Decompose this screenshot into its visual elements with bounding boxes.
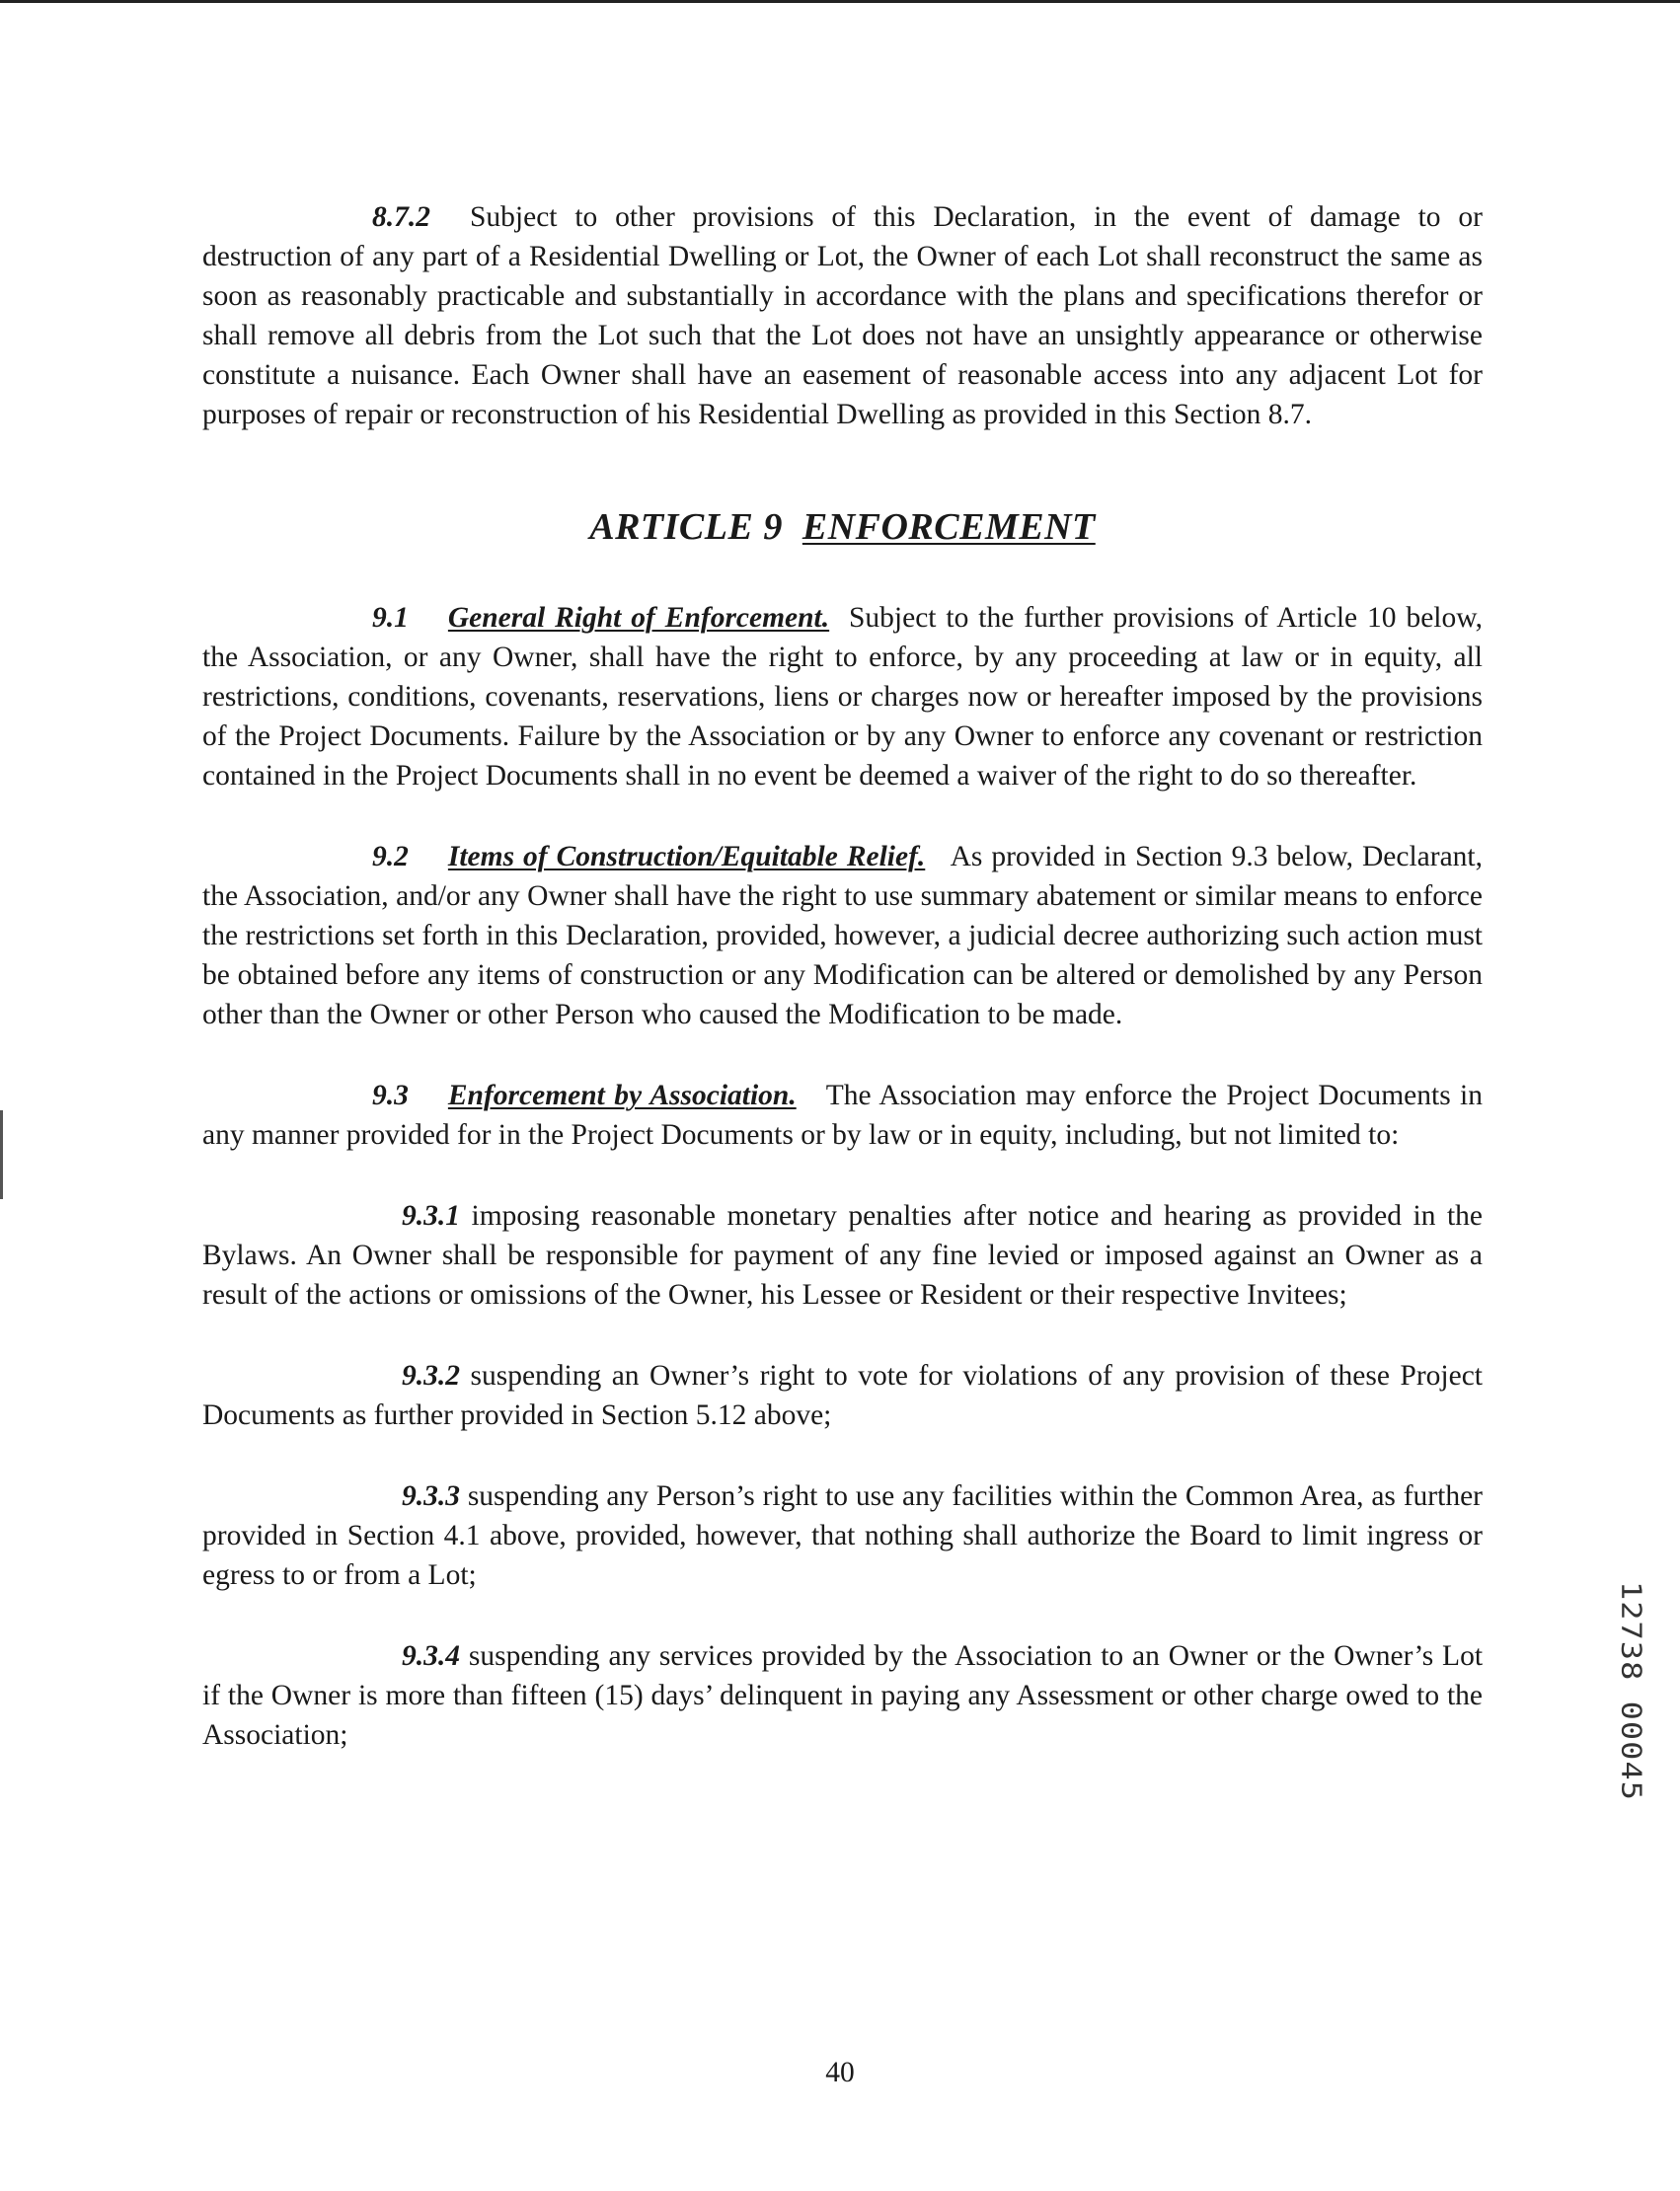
section-number: 9.2 (372, 841, 409, 872)
section-number: 9.3.4 (402, 1640, 460, 1672)
section-text: Subject to other provisions of this Declaration, in the event of damage to or destruction of any part of a Residential Dwelling or Lot, the Owner of each Lot shall reconstruct the same as soon as reasonably practicable and substantially in accordance with the plans and specifications therefor or shall remove all debris from the Lot such that the Lot does not have an unsightly appearance or otherwise constitute a nuisance. Each Owner shall have an easement of reasonable access into any adjacent Lot for purposes of repair or reconstruction of his Residential Dwelling as provided in this Section 8.7. (202, 201, 1483, 430)
section-9-1 (202, 598, 1483, 795)
section-9-3-4 (202, 1636, 1483, 1755)
section-text: suspending any Person’s right to use any facilities within the Common Area, as further provided in Section 4.1 above, provided, however, that nothing shall authorize the Board to limit ingress or egress to or from a Lot; (202, 1480, 1483, 1591)
section-9-3-1 (202, 1196, 1483, 1315)
section-text: Subject to the further provisions of Article 10 below, the Association, or any Owner, shall have the right to enforce, by any proceeding at law or in equity, all restrictions, conditions, covenants, reservations, liens or charges now or hereafter imposed by the provisions of the Project Documents. Failure by the Association or by any Owner to enforce any covenant or restriction contained in the Project Documents shall in no event be deemed a waiver of the right to do so thereafter. (202, 602, 1484, 792)
section-number: 9.3.1 (402, 1200, 460, 1232)
section-9-3-3 (202, 1476, 1483, 1595)
section-9-3 (202, 1076, 1483, 1155)
section-number: 9.3.2 (402, 1360, 460, 1392)
section-text: The Association may enforce the Project Documents in any manner provided for in the Project Documents or by law or in equity, including, but not limited to: (202, 1080, 1483, 1151)
section-text: suspending an Owner’s right to vote for violations of any provision of these Project Documents as further provided in Section 5.12 above; (202, 1360, 1483, 1431)
document-body (202, 197, 1483, 1755)
section-number: 8.7.2 (372, 201, 430, 233)
section-title: General Right of Enforcement. (447, 602, 830, 634)
section-text: imposing reasonable monetary penalties after notice and hearing as provided in the Bylaws. An Owner shall be responsible for payment of any fine levied or imposed against an Owner as a result of the actions or omissions of the Owner, his Lessee or Resident or their respective Invitees; (202, 1200, 1484, 1311)
scan-edge-mark (0, 1110, 3, 1199)
top-edge-rule (0, 0, 1680, 3)
page-number: 40 (825, 2057, 855, 2088)
article-label: ARTICLE 9 (589, 506, 783, 548)
section-number: 9.3 (372, 1080, 409, 1111)
section-number: 9.3.3 (402, 1480, 460, 1512)
section-text: suspending any services provided by the Association to an Owner or the Owner’s Lot if the Owner is more than fifteen (15) days’ delinquent in paying any Assessment or other charge owed to the Association; (202, 1640, 1484, 1751)
section-9-3-2 (202, 1356, 1483, 1435)
recording-stamp: 12738 00045 (1615, 1581, 1647, 1801)
section-title: Enforcement by Association. (447, 1080, 797, 1111)
section-title: Items of Construction/Equitable Relief. (447, 841, 926, 872)
article-heading (202, 505, 1483, 549)
section-9-2 (202, 837, 1483, 1034)
section-8-7-2 (202, 197, 1483, 434)
section-number: 9.1 (372, 602, 409, 634)
article-title: ENFORCEMENT (802, 506, 1096, 548)
section-text: As provided in Section 9.3 below, Declarant, the Association, and/or any Owner shall have the right to use summary abatement or similar means to enforce the restrictions set forth in this Declaration, provided, however, a judicial decree authorizing such action must be obtained before any items of construction or any Modification can be altered or demolished by any Person other than the Owner or other Person who caused the Modification to be made. (202, 841, 1483, 1030)
